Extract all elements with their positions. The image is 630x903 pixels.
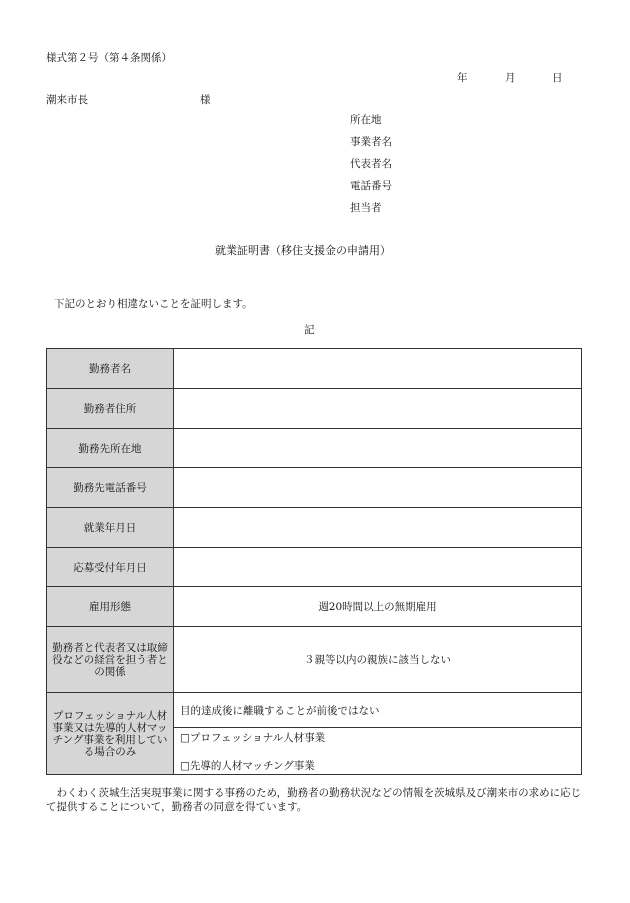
workplace-address-field[interactable] (174, 429, 582, 468)
table-row (47, 429, 582, 468)
table-row (47, 389, 582, 429)
relationship-value: ３親等以内の親族に該当しない (174, 627, 582, 693)
date-day-label: 日 (552, 72, 563, 84)
worker-address-field[interactable] (174, 389, 582, 429)
date-year-label: 年 (457, 72, 468, 84)
row-label-employment-type: 雇用形態 (47, 587, 174, 627)
professional-options (174, 728, 582, 775)
table-row (47, 468, 582, 508)
employment-type-value: 週20時間以上の無期雇用 (174, 587, 582, 627)
applicant-address-label: 所在地 (350, 114, 382, 126)
employment-date-field[interactable] (174, 508, 582, 548)
applicant-representative-label: 代表者名 (350, 158, 392, 170)
form-number: 様式第２号（第４条関係） (46, 52, 172, 64)
professional-statement: 目的達成後に離職することが前後ではない (174, 693, 582, 728)
table-row (47, 627, 582, 693)
ki-heading: 記 (304, 324, 315, 336)
applicant-company-label: 事業者名 (350, 136, 392, 148)
applicant-phone-label: 電話番号 (350, 180, 392, 192)
consent-note: わくわく茨城生活実現事業に関する事務のため，勤務者の勤務状況などの情報を茨城県及び潮来市の求めに応じて提供することについて，勤務者の同意を得ています。 (46, 787, 582, 813)
professional-talent-checkbox[interactable]: □プロフェッショナル人材事業 (180, 732, 326, 744)
certificate-table (46, 348, 582, 775)
date-month-label: 月 (505, 72, 516, 84)
table-row (47, 693, 582, 728)
row-label-workplace-address: 勤務先所在地 (47, 429, 174, 468)
addressee-name: 潮来市長 (46, 94, 88, 106)
row-label-worker-address: 勤務者住所 (47, 389, 174, 429)
row-label-application-date: 応募受付年月日 (47, 548, 174, 587)
row-label-professional: プロフェッショナル人材事業又は先導的人材マッチング事業を利用している場合のみ (47, 693, 174, 775)
workplace-phone-field[interactable] (174, 468, 582, 508)
table-row (47, 349, 582, 389)
row-label-relationship: 勤務者と代表者又は取締役などの経営を担う者との関係 (47, 627, 174, 693)
worker-name-field[interactable] (174, 349, 582, 389)
applicant-contact-label: 担当者 (350, 202, 382, 214)
row-label-workplace-phone: 勤務先電話番号 (47, 468, 174, 508)
row-label-employment-date: 就業年月日 (47, 508, 174, 548)
table-row (47, 548, 582, 587)
row-label-worker-name: 勤務者名 (47, 349, 174, 389)
leading-matching-checkbox[interactable]: □先導的人材マッチング事業 (180, 760, 315, 772)
table-row (47, 508, 582, 548)
certification-statement: 下記のとおり相違ないことを証明します。 (54, 298, 253, 310)
document-title: 就業証明書（移住支援金の申請用） (215, 244, 391, 257)
application-date-field[interactable] (174, 548, 582, 587)
addressee-honorific: 様 (200, 94, 211, 106)
table-row (47, 587, 582, 627)
